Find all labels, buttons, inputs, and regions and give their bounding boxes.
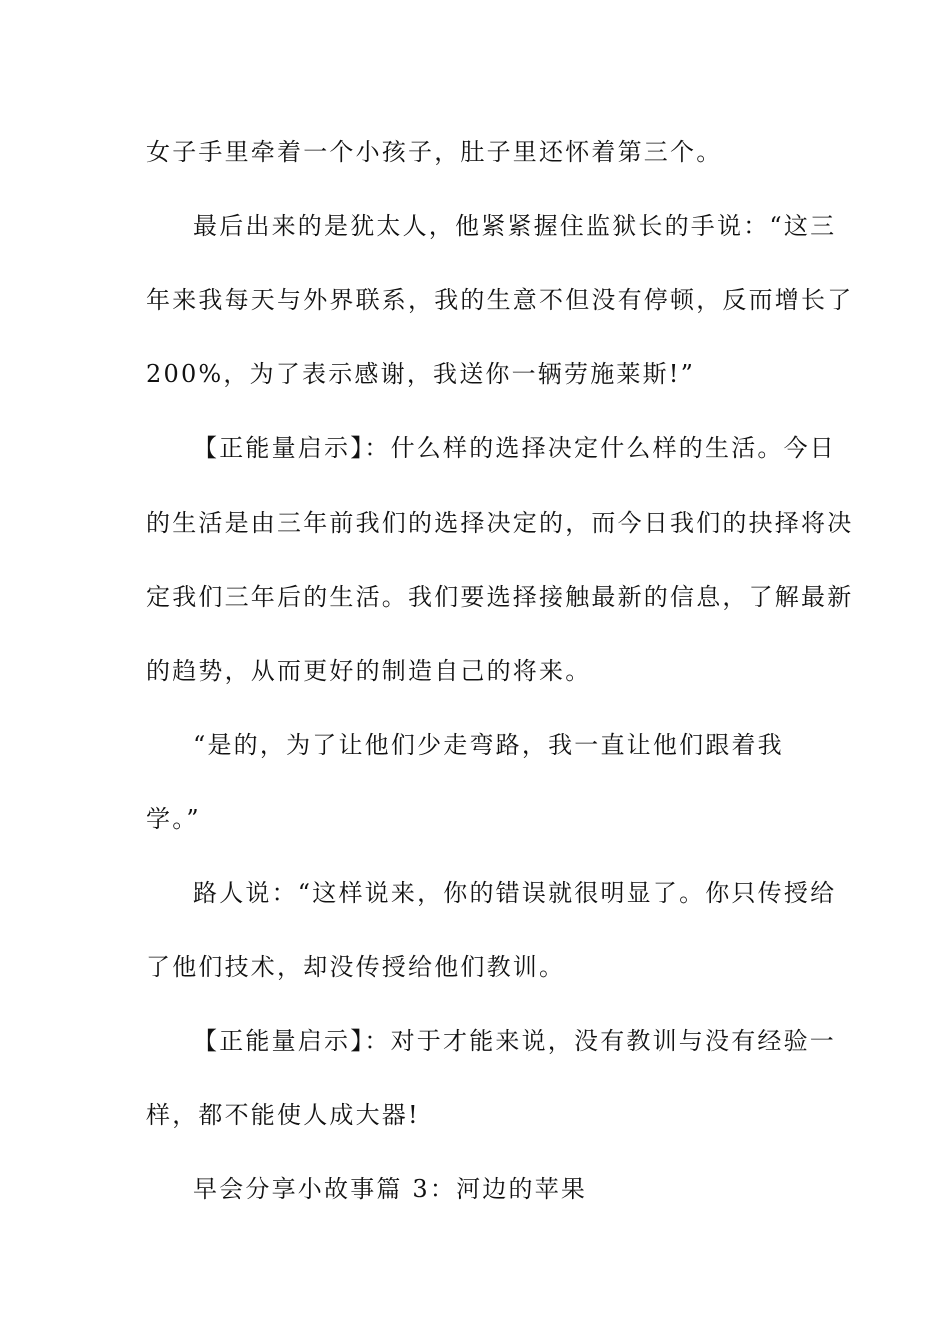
text-line: 样，都不能使人成大器! <box>146 1101 420 1129</box>
text-line: 学。” <box>146 805 201 833</box>
text-line: 年来我每天与外界联系，我的生意不但没有停顿，反而增长了 <box>146 286 854 314</box>
text-line: 【正能量启示】：对于才能来说，没有教训与没有经验一 <box>193 1027 836 1055</box>
text-line: 了他们技术，却没传授给他们教训。 <box>146 953 566 981</box>
text-line: “是的，为了让他们少走弯路，我一直让他们跟着我 <box>193 731 784 759</box>
text-line: 200%，为了表示感谢，我送你一辆劳施莱斯!” <box>146 360 696 388</box>
text-line: 女子手里牵着一个小孩子，肚子里还怀着第三个。 <box>146 138 723 166</box>
text-line: 的趋势，从而更好的制造自己的将来。 <box>146 657 592 685</box>
text-line: 【正能量启示】：什么样的选择决定什么样的生活。今日 <box>193 434 836 462</box>
text-line: 路人说：“这样说来，你的错误就很明显了。你只传授给 <box>193 879 837 907</box>
text-line: 定我们三年后的生活。我们要选择接触最新的信息，了解最新 <box>146 583 854 611</box>
text-line: 的生活是由三年前我们的选择决定的，而今日我们的抉择将决 <box>146 509 854 537</box>
section-heading: 早会分享小故事篇 3：河边的苹果 <box>193 1175 588 1203</box>
text-line: 最后出来的是犹太人，他紧紧握住监狱长的手说：“这三 <box>193 212 837 240</box>
